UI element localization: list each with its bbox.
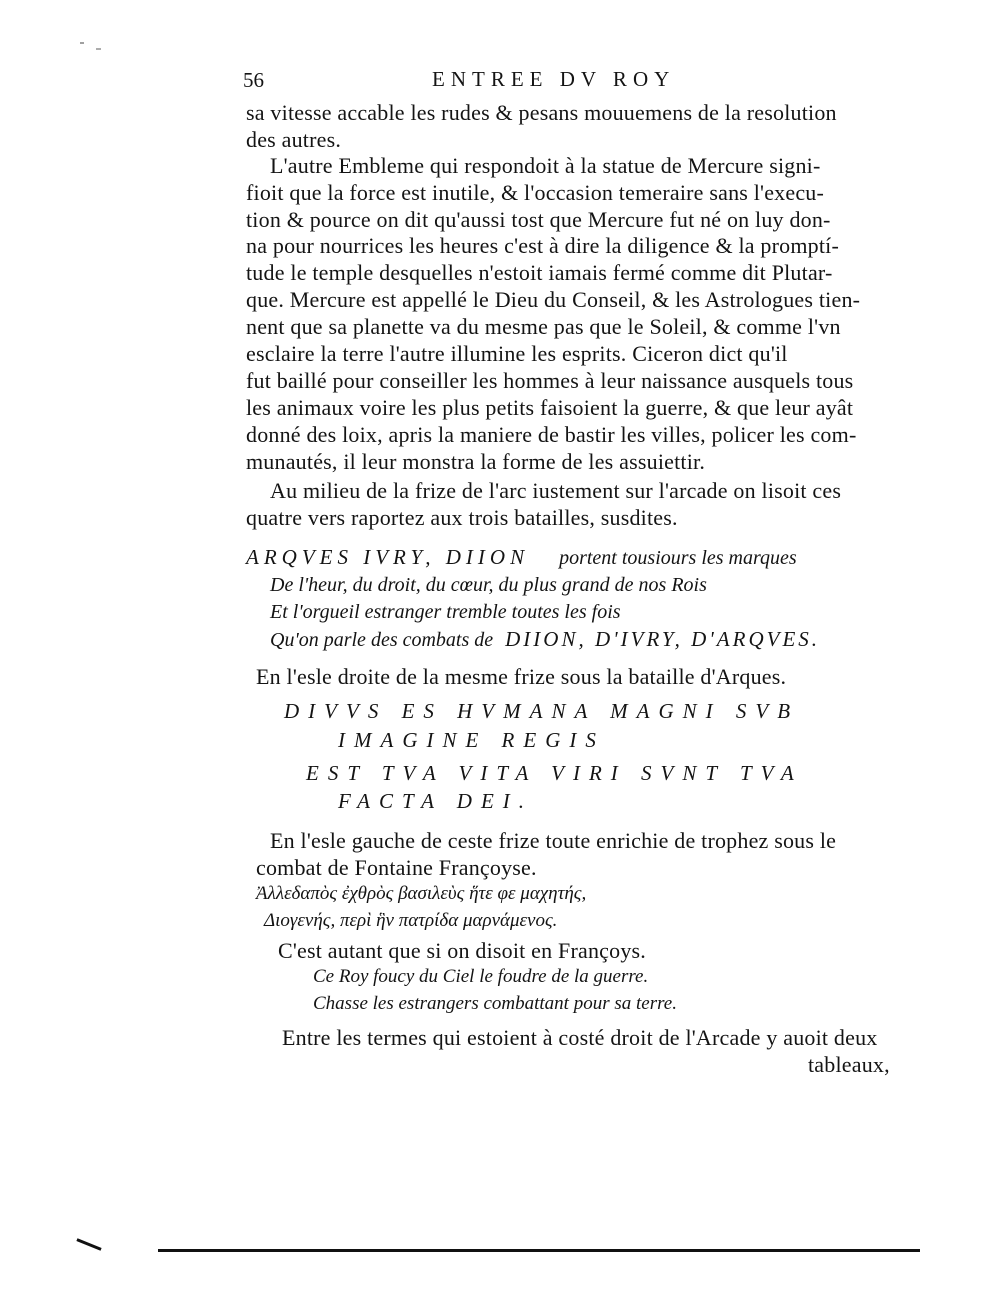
scan-speck [96, 48, 101, 50]
verse-caps: ARQVES IVRY, DIION [246, 545, 530, 569]
scan-speck [80, 42, 84, 44]
translation-line: Chasse les estrangers combattant pour sa terre. [313, 993, 677, 1014]
latin-inscription-line: EST TVA VITA VIRI SVNT TVA [306, 761, 803, 785]
verse-text: Qu'on parle des combats de [270, 629, 494, 651]
body-line: fut baillé pour conseiller les hommes à leur naissance ausquels tous [246, 368, 854, 393]
section-intro: En l'esle gauche de ceste frize toute enrichie de trophez sous le [270, 828, 837, 853]
section-intro: combat de Fontaine Françoyse. [256, 855, 537, 880]
body-line: munautés, il leur monstra la forme de les assuiettir. [246, 449, 706, 474]
verse-line: De l'heur, du droit, du cœur, du plus grand de nos Rois [270, 574, 707, 596]
page-edge-rule [158, 1249, 920, 1252]
body-line: tion & pource on dit qu'aussi tost que Mercure fut né on luy don- [246, 207, 831, 232]
body-line: des autres. [246, 127, 342, 152]
body-line: donné des loix, apris la maniere de bastir les villes, policer les com- [246, 422, 857, 447]
latin-inscription-line: IMAGINE REGIS [338, 728, 605, 752]
translation-line: Ce Roy foucy du Ciel le foudre de la guerre. [313, 966, 649, 987]
verse-text: portent tousiours les marques [559, 547, 797, 569]
verse-line [270, 627, 820, 652]
body-line: L'autre Embleme qui respondoit à la statue de Mercure signi- [270, 153, 821, 178]
closing-line: Entre les termes qui estoient à costé droit de l'Arcade y auoit deux [282, 1025, 878, 1050]
body-line: que. Mercure est appellé le Dieu du Conseil, & les Astrologues tien- [246, 287, 861, 312]
page-number: 56 [243, 68, 264, 92]
body-line: nent que sa planette va du mesme pas que le Soleil, & comme l'vn [246, 314, 841, 339]
verse-caps: DIION, D'IVRY, D'ARQVES. [505, 627, 821, 651]
catchword: tableaux, [808, 1052, 890, 1077]
running-title: ENTREE DV ROY [432, 67, 676, 91]
latin-inscription-line: DIVVS ES HVMANA MAGNI SVB [284, 699, 800, 723]
body-line: fioit que la force est inutile, & l'occasion temeraire sans l'execu- [246, 180, 825, 205]
greek-verse-line: Ἀλλεδαπὸς ἐχθρὸς βασιλεὺς ἥτε φε μαχητής, [256, 883, 587, 904]
body-line: les animaux voire les plus petits faisoient la guerre, & que leur ayât [246, 395, 854, 420]
latin-inscription-line: FACTA DEI. [338, 789, 534, 813]
body-line: esclaire la terre l'autre illumine les esprits. Ciceron dict qu'il [246, 341, 788, 366]
body-line: quatre vers raportez aux trois batailles, susdites. [246, 505, 678, 530]
greek-verse-line: Διογενής, περὶ ἣν πατρίδα μαρνάμενος. [264, 910, 558, 931]
body-line: tude le temple desquelles n'estoit iamais fermé comme dit Plutar- [246, 260, 833, 285]
verse-line [246, 545, 797, 570]
body-line: na pour nourrices les heures c'est à dire la diligence & la promptí- [246, 233, 840, 258]
verse-line: Et l'orgueil estranger tremble toutes les fois [270, 601, 621, 623]
body-line: Au milieu de la frize de l'arc iustement sur l'arcade on lisoit ces [270, 478, 842, 503]
translation-intro: C'est autant que si on disoit en Françoys. [278, 938, 646, 963]
section-intro: En l'esle droite de la mesme frize sous la bataille d'Arques. [256, 664, 787, 689]
body-line: sa vitesse accable les rudes & pesans mouuemens de la resolution [246, 100, 837, 125]
scan-mark [76, 1238, 101, 1251]
